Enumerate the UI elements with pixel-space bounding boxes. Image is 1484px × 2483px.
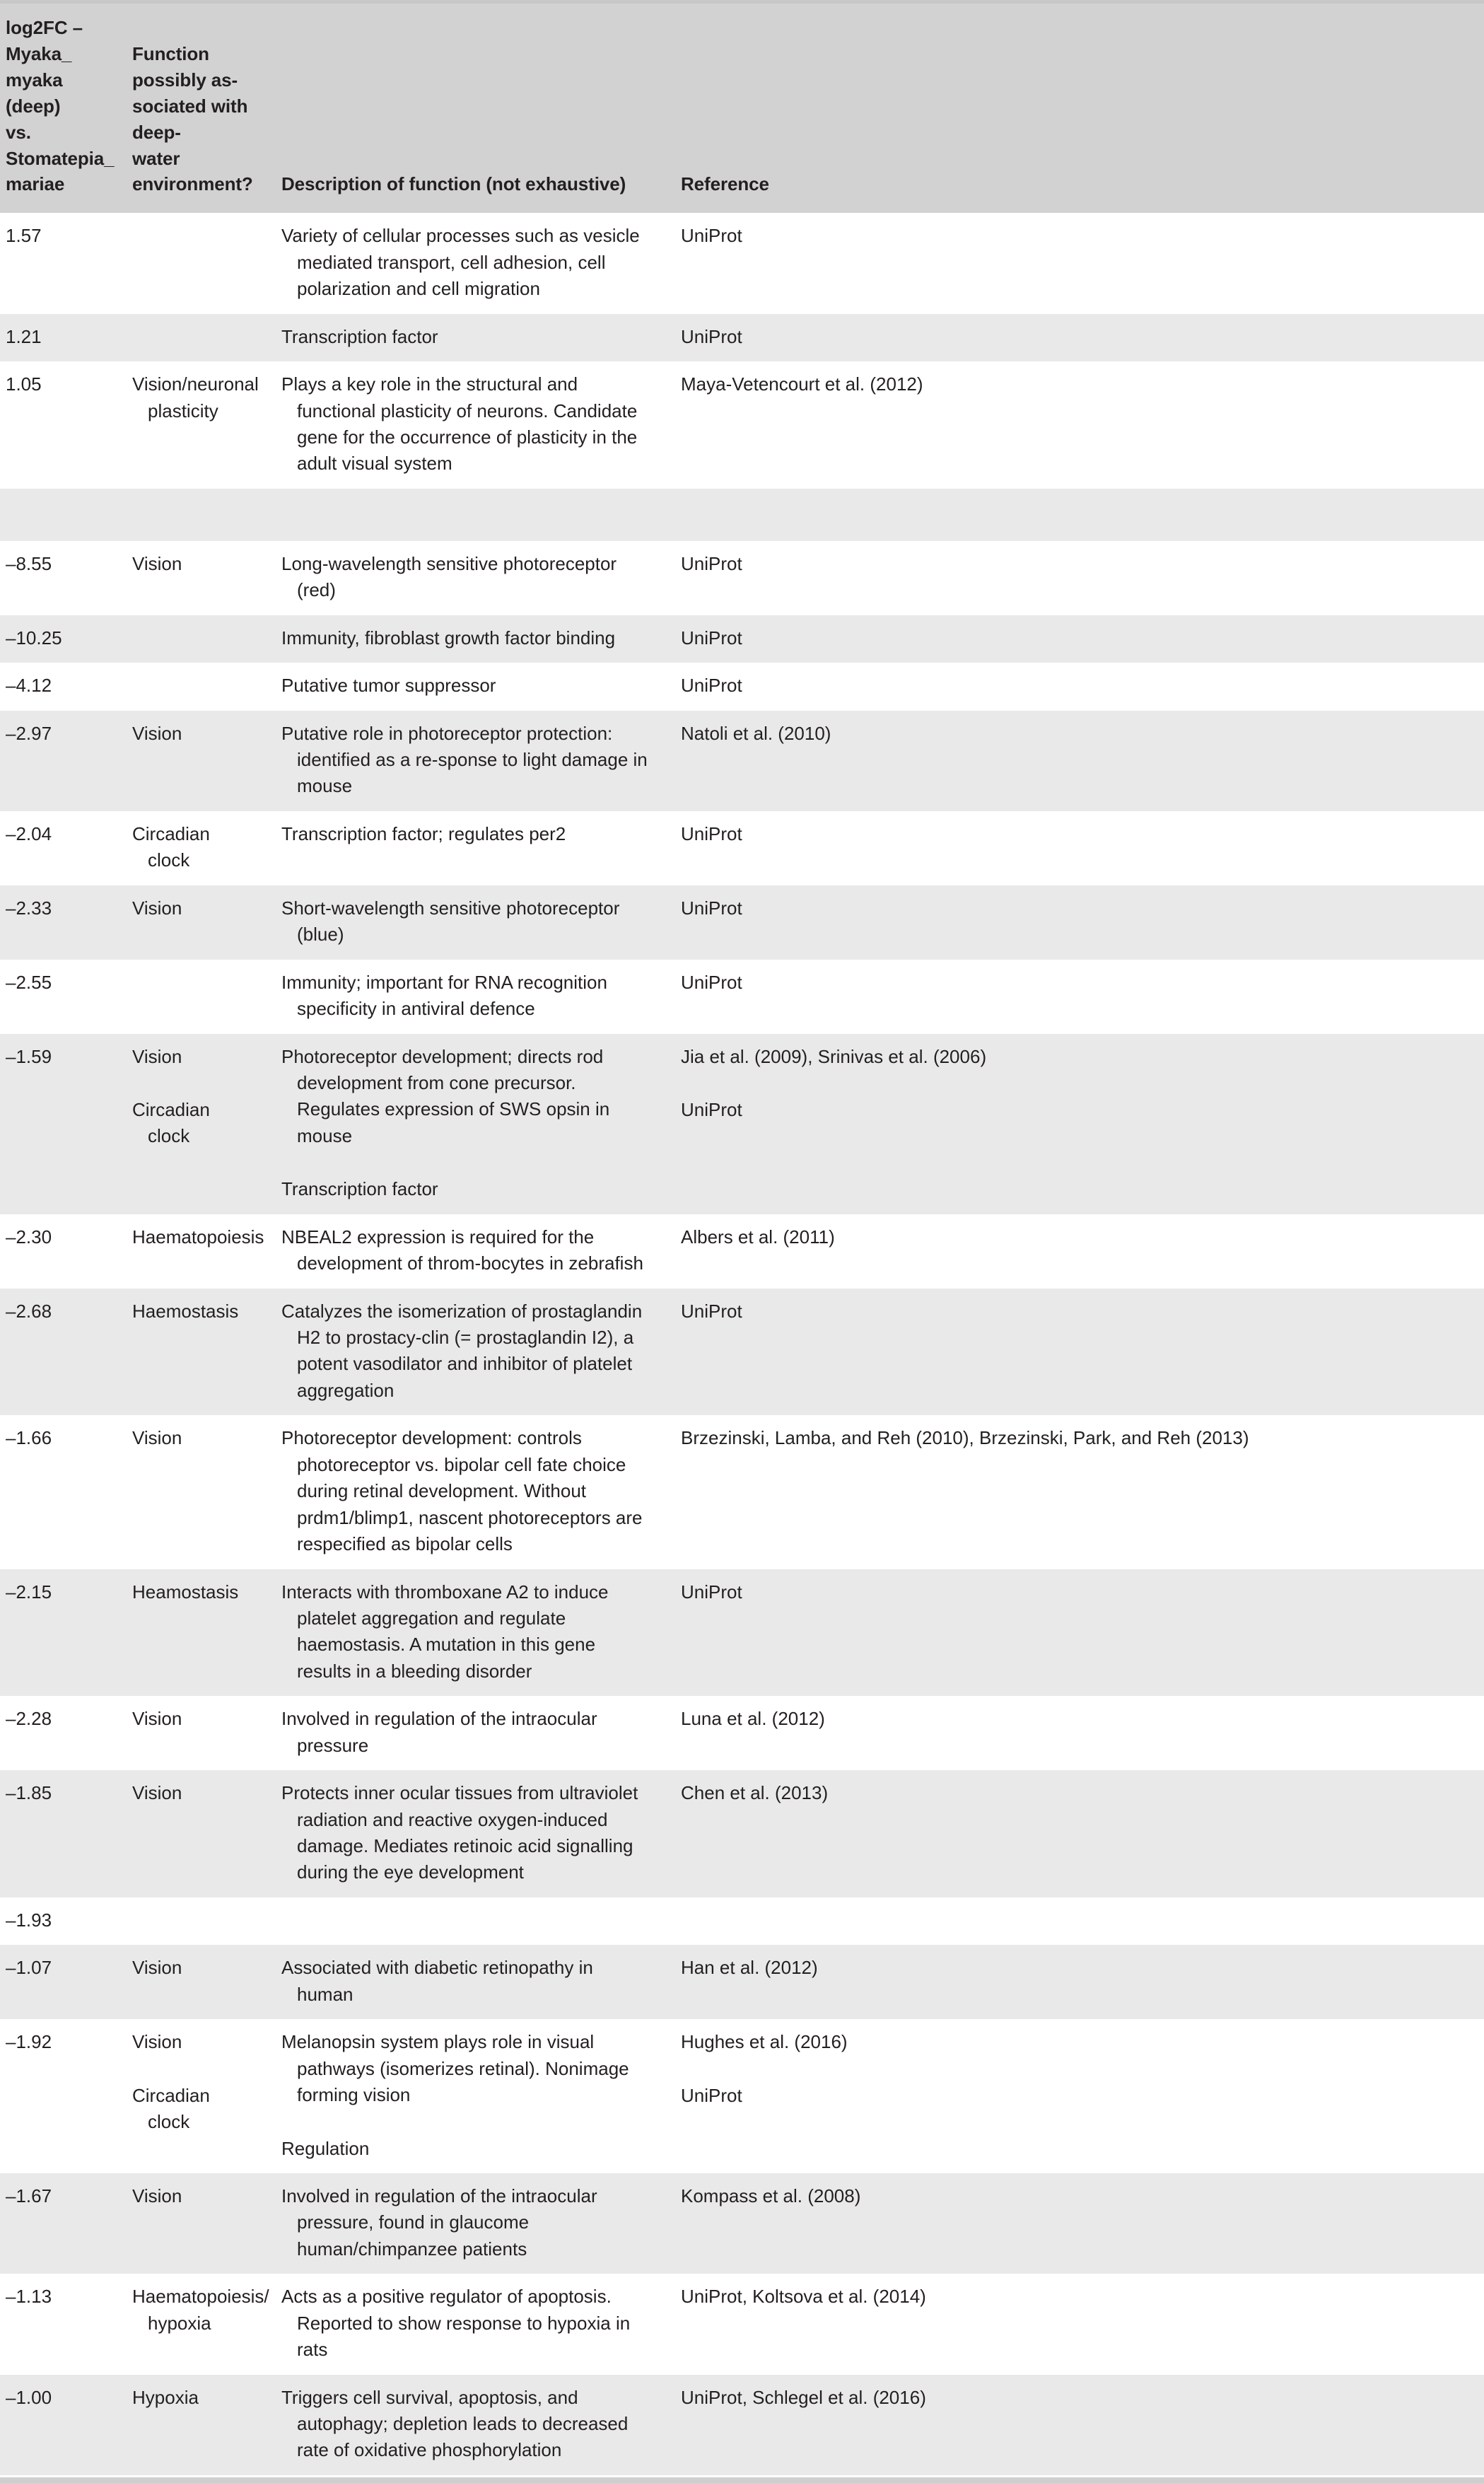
cell-description xyxy=(272,663,670,710)
cell-reference xyxy=(670,1415,1484,1569)
cell-log2fc xyxy=(0,1770,124,1897)
table-row xyxy=(0,1214,1484,1289)
cell-log2fc-text: –2.68 xyxy=(6,1300,52,1322)
cell-description xyxy=(272,1415,670,1569)
column-header-log2fc xyxy=(0,4,124,213)
cell-function xyxy=(124,2019,272,2173)
header-row xyxy=(0,4,1484,213)
table-row xyxy=(0,1897,1484,1945)
cell-log2fc xyxy=(0,2274,124,2374)
cell-description xyxy=(272,1897,670,1945)
cell-description-text: Long-wavelength sensitive photoreceptor (red) xyxy=(281,552,617,601)
cell-log2fc xyxy=(0,885,124,960)
cell-reference-text: UniProt xyxy=(681,822,742,844)
cell-description-text: Putative tumor suppressor xyxy=(281,675,496,697)
column-header-function-line: Function possibly as- xyxy=(132,42,238,91)
cell-reference xyxy=(670,711,1484,811)
cell-log2fc xyxy=(0,314,124,361)
cell-log2fc-text: –1.67 xyxy=(6,2185,52,2206)
cell-reference xyxy=(670,541,1484,615)
cell-log2fc xyxy=(0,2375,124,2475)
spacer-cell xyxy=(670,489,1484,541)
cell-function-sub: Circadian clock xyxy=(132,2084,210,2133)
cell-reference-text: UniProt xyxy=(681,1300,742,1322)
cell-reference-text: UniProt xyxy=(681,225,742,247)
spacer-cell xyxy=(272,489,670,541)
cell-description xyxy=(272,1945,670,2019)
cell-log2fc-text: –2.33 xyxy=(6,897,52,919)
table-row xyxy=(0,960,1484,1034)
column-header-function xyxy=(124,4,272,213)
cell-function-text: Vision/neuronal plasticity xyxy=(132,373,259,421)
table-row xyxy=(0,2274,1484,2374)
cell-reference xyxy=(670,1569,1484,1697)
cell-log2fc-text: –2.55 xyxy=(6,971,52,993)
cell-function-text: Circadian clock xyxy=(132,822,210,871)
cell-reference-text: Chen et al. (2013) xyxy=(681,1782,829,1804)
cell-reference-text: Han et al. (2012) xyxy=(681,1957,818,1979)
cell-description xyxy=(272,1696,670,1770)
cell-description xyxy=(272,2173,670,2274)
cell-log2fc xyxy=(0,361,124,489)
cell-function xyxy=(124,2173,272,2274)
cell-function xyxy=(124,615,272,663)
cell-log2fc-text: 1.57 xyxy=(6,225,42,247)
table-row xyxy=(0,1569,1484,1697)
cell-log2fc-text: –1.93 xyxy=(6,1909,52,1931)
column-header-description xyxy=(272,4,670,213)
table-row xyxy=(0,2019,1484,2173)
cell-reference-text: Albers et al. (2011) xyxy=(681,1226,835,1248)
table-row xyxy=(0,213,1484,313)
cell-function-text: Haemostasis xyxy=(132,1300,239,1322)
cell-description xyxy=(272,960,670,1034)
cell-function-text: Haematopoiesis xyxy=(132,1226,264,1248)
cell-log2fc xyxy=(0,615,124,663)
cell-reference-text: UniProt, Schlegel et al. (2016) xyxy=(681,2386,926,2408)
cell-description-text: Immunity; important for RNA recognition specificity in antiviral defence xyxy=(281,971,607,1020)
table-row xyxy=(0,1945,1484,2019)
cell-reference xyxy=(670,811,1484,885)
cell-function-text: Haematopoiesis/ hypoxia xyxy=(132,2286,269,2334)
cell-function-text: Vision xyxy=(132,1957,182,1979)
cell-function-text: Vision xyxy=(132,2031,182,2053)
cell-log2fc xyxy=(0,541,124,615)
cell-reference-text: Natoli et al. (2010) xyxy=(681,722,831,744)
cell-function xyxy=(124,1569,272,1697)
cell-reference xyxy=(670,1289,1484,1416)
cell-description xyxy=(272,1569,670,1697)
cell-log2fc-text: –1.00 xyxy=(6,2386,52,2408)
column-header-function-line: water environment? xyxy=(132,147,253,195)
cell-description xyxy=(272,1214,670,1289)
cell-function-text: Hypoxia xyxy=(132,2386,199,2408)
cell-log2fc xyxy=(0,2173,124,2274)
cell-log2fc-text: –1.59 xyxy=(6,1045,52,1067)
cell-description xyxy=(272,361,670,489)
cell-description-text: Photoreceptor development: controls photoreceptor vs. bipolar cell fate choice during retinal development. Without prdm1/blimp1, nascent photoreceptors are respecified as bipolar cells xyxy=(281,1427,643,1555)
cell-function xyxy=(124,960,272,1034)
cell-log2fc-text: –2.28 xyxy=(6,1708,52,1730)
cell-description-text: Immunity, fibroblast growth factor binding xyxy=(281,627,616,649)
cell-log2fc xyxy=(0,1696,124,1770)
cell-function xyxy=(124,1770,272,1897)
cell-description xyxy=(272,1034,670,1214)
cell-log2fc xyxy=(0,1569,124,1697)
cell-function xyxy=(124,213,272,313)
cell-reference-text: Jia et al. (2009), Srinivas et al. (2006) xyxy=(681,1045,987,1067)
cell-reference-text: Luna et al. (2012) xyxy=(681,1708,825,1730)
column-header-log2fc-line: mariae xyxy=(6,173,65,195)
column-header-reference-line: Reference xyxy=(681,173,769,195)
cell-description-text: Acts as a positive regulator of apoptosis. Reported to show response to hypoxia in rats xyxy=(281,2286,631,2361)
cell-description xyxy=(272,2375,670,2475)
cell-description-sub: Regulation xyxy=(281,2137,370,2159)
cell-function-text: Vision xyxy=(132,722,182,744)
column-header-log2fc-line: log2FC – Myaka_ xyxy=(6,17,83,64)
cell-description xyxy=(272,213,670,313)
table-body xyxy=(0,213,1484,2475)
cell-log2fc xyxy=(0,1034,124,1214)
table-row xyxy=(0,2375,1484,2475)
cell-reference xyxy=(670,314,1484,361)
table-row xyxy=(0,711,1484,811)
cell-description-text: Protects inner ocular tissues from ultraviolet radiation and reactive oxygen-induced damage. Mediates retinoic acid signalling during the eye development xyxy=(281,1782,638,1883)
table-row xyxy=(0,1289,1484,1416)
cell-function xyxy=(124,1034,272,1214)
cell-function xyxy=(124,811,272,885)
cell-log2fc-text: –1.13 xyxy=(6,2286,52,2308)
cell-description xyxy=(272,2019,670,2173)
cell-function xyxy=(124,1897,272,1945)
cell-description-text: Melanopsin system plays role in visual pathways (isomerizes retinal). Nonimage forming vision xyxy=(281,2031,629,2106)
cell-log2fc-text: –1.07 xyxy=(6,1957,52,1979)
cell-function-text: Vision xyxy=(132,897,182,919)
cell-description-text: Photoreceptor development; directs rod development from cone precursor. Regulates expression of SWS opsin in mouse xyxy=(281,1045,610,1146)
cell-reference-text: UniProt, Koltsova et al. (2014) xyxy=(681,2286,926,2308)
cell-log2fc-text: –10.25 xyxy=(6,627,62,649)
cell-description xyxy=(272,1770,670,1897)
cell-function xyxy=(124,1696,272,1770)
cell-description-text: Transcription factor xyxy=(281,325,438,347)
cell-reference xyxy=(670,2274,1484,2374)
cell-log2fc-text: –1.92 xyxy=(6,2031,52,2053)
table-row xyxy=(0,1034,1484,1214)
column-header-function-line: sociated with deep- xyxy=(132,95,248,143)
cell-function xyxy=(124,541,272,615)
cell-function-text: Heamostasis xyxy=(132,1581,239,1603)
cell-reference xyxy=(670,2375,1484,2475)
cell-description-text: Associated with diabetic retinopathy in human xyxy=(281,1957,593,2005)
cell-reference-text: UniProt xyxy=(681,325,742,347)
spacer-cell xyxy=(0,489,124,541)
cell-function-text: Vision xyxy=(132,1045,182,1067)
cell-reference xyxy=(670,960,1484,1034)
cell-reference-text: Maya-Vetencourt et al. (2012) xyxy=(681,373,923,395)
cell-function-text: Vision xyxy=(132,2185,182,2206)
cell-description xyxy=(272,885,670,960)
table-row xyxy=(0,1696,1484,1770)
cell-function-text: Vision xyxy=(132,1708,182,1730)
cell-description xyxy=(272,711,670,811)
cell-reference-text: UniProt xyxy=(681,627,742,649)
cell-function-text: Vision xyxy=(132,552,182,574)
cell-reference-sub: UniProt xyxy=(681,2084,742,2106)
cell-description-text: Involved in regulation of the intraocular pressure, found in glaucome human/chimpanzee patients xyxy=(281,2185,597,2260)
cell-reference xyxy=(670,361,1484,489)
cell-reference xyxy=(670,615,1484,663)
cell-function xyxy=(124,361,272,489)
cell-reference-text: Brzezinski, Lamba, and Reh (2010), Brzezinski, Park, and Reh (2013) xyxy=(681,1427,1249,1449)
table-spacer-row xyxy=(0,489,1484,541)
column-header-log2fc-line: vs. Stomatepia_ xyxy=(6,121,115,169)
cell-log2fc xyxy=(0,1214,124,1289)
column-header-description-line: Description of function (not exhaustive) xyxy=(281,173,626,195)
cell-reference xyxy=(670,885,1484,960)
cell-reference-text: Kompass et al. (2008) xyxy=(681,2185,861,2206)
table-bottom-rule xyxy=(0,2477,1484,2483)
cell-log2fc-text: 1.21 xyxy=(6,325,42,347)
cell-reference-text: UniProt xyxy=(681,897,742,919)
cell-description xyxy=(272,1289,670,1416)
cell-reference xyxy=(670,1034,1484,1214)
cell-log2fc xyxy=(0,1415,124,1569)
cell-description-text: Plays a key role in the structural and functional plasticity of neurons. Candidate gene for the occurrence of plasticity in the adult visual system xyxy=(281,373,638,475)
cell-log2fc xyxy=(0,960,124,1034)
cell-function xyxy=(124,314,272,361)
cell-description-text: Putative role in photoreceptor protection: identified as a re-sponse to light damage in mouse xyxy=(281,722,648,797)
cell-log2fc-text: –1.66 xyxy=(6,1427,52,1449)
cell-log2fc xyxy=(0,1289,124,1416)
table-row xyxy=(0,361,1484,489)
cell-reference-text: UniProt xyxy=(681,971,742,993)
cell-function xyxy=(124,885,272,960)
cell-reference-text: UniProt xyxy=(681,552,742,574)
cell-description xyxy=(272,314,670,361)
cell-log2fc-text: –4.12 xyxy=(6,675,52,697)
cell-function xyxy=(124,1289,272,1416)
cell-reference xyxy=(670,1945,1484,2019)
cell-function xyxy=(124,711,272,811)
cell-function xyxy=(124,2274,272,2374)
cell-reference xyxy=(670,663,1484,710)
deg-function-table xyxy=(0,4,1484,2475)
table-row xyxy=(0,1415,1484,1569)
cell-description-sub: Transcription factor xyxy=(281,1178,438,1200)
cell-reference xyxy=(670,2173,1484,2274)
cell-reference-text: UniProt xyxy=(681,675,742,697)
cell-function-sub: Circadian clock xyxy=(132,1098,210,1147)
cell-reference xyxy=(670,1696,1484,1770)
cell-function-text: Vision xyxy=(132,1427,182,1449)
table-row xyxy=(0,2173,1484,2274)
table-row xyxy=(0,811,1484,885)
cell-log2fc-text: –2.97 xyxy=(6,722,52,744)
column-header-reference xyxy=(670,4,1484,213)
cell-description-text: NBEAL2 expression is required for the development of throm-bocytes in zebrafish xyxy=(281,1226,643,1274)
cell-log2fc xyxy=(0,1945,124,2019)
cell-reference xyxy=(670,1770,1484,1897)
cell-function xyxy=(124,2375,272,2475)
cell-log2fc xyxy=(0,811,124,885)
cell-log2fc-text: 1.05 xyxy=(6,373,42,395)
table-row xyxy=(0,1770,1484,1897)
cell-description-text: Interacts with thromboxane A2 to induce platelet aggregation and regulate haemostasis. A mutation in this gene results in a bleeding disorder xyxy=(281,1581,609,1682)
table-row xyxy=(0,541,1484,615)
cell-description xyxy=(272,541,670,615)
table-row xyxy=(0,885,1484,960)
cell-description-text: Variety of cellular processes such as vesicle mediated transport, cell adhesion, cell polarization and cell migration xyxy=(281,225,640,300)
cell-description-text: Short-wavelength sensitive photoreceptor (blue) xyxy=(281,897,620,946)
cell-function xyxy=(124,1214,272,1289)
table-row xyxy=(0,615,1484,663)
cell-log2fc xyxy=(0,2019,124,2173)
cell-description xyxy=(272,615,670,663)
cell-log2fc-text: –8.55 xyxy=(6,552,52,574)
cell-log2fc-text: –2.15 xyxy=(6,1581,52,1603)
table-row xyxy=(0,663,1484,710)
cell-log2fc-text: –2.30 xyxy=(6,1226,52,1248)
cell-description xyxy=(272,811,670,885)
cell-function-text: Vision xyxy=(132,1782,182,1804)
cell-reference xyxy=(670,213,1484,313)
cell-description-text: Triggers cell survival, apoptosis, and autophagy; depletion leads to decreased rate of oxidative phosphorylation xyxy=(281,2386,629,2461)
cell-reference-text: Hughes et al. (2016) xyxy=(681,2031,848,2053)
cell-reference xyxy=(670,1897,1484,1945)
cell-description xyxy=(272,2274,670,2374)
cell-description-text: Catalyzes the isomerization of prostaglandin H2 to prostacy-clin (= prostaglandin I2), a potent vasodilator and inhibitor of platelet aggregation xyxy=(281,1300,643,1401)
table-row xyxy=(0,314,1484,361)
column-header-log2fc-line: myaka (deep) xyxy=(6,69,63,117)
cell-reference-text: UniProt xyxy=(681,1581,742,1603)
cell-log2fc xyxy=(0,1897,124,1945)
cell-function xyxy=(124,663,272,710)
cell-log2fc xyxy=(0,213,124,313)
table-header xyxy=(0,4,1484,213)
cell-description-text: Transcription factor; regulates per2 xyxy=(281,822,566,844)
cell-log2fc-text: –1.85 xyxy=(6,1782,52,1804)
cell-log2fc xyxy=(0,663,124,710)
cell-log2fc-text: –2.04 xyxy=(6,822,52,844)
cell-log2fc xyxy=(0,711,124,811)
cell-reference-sub: UniProt xyxy=(681,1098,742,1120)
cell-reference xyxy=(670,2019,1484,2173)
cell-function xyxy=(124,1945,272,2019)
cell-description-text: Involved in regulation of the intraocular pressure xyxy=(281,1708,597,1756)
cell-function xyxy=(124,1415,272,1569)
cell-reference xyxy=(670,1214,1484,1289)
spacer-cell xyxy=(124,489,272,541)
